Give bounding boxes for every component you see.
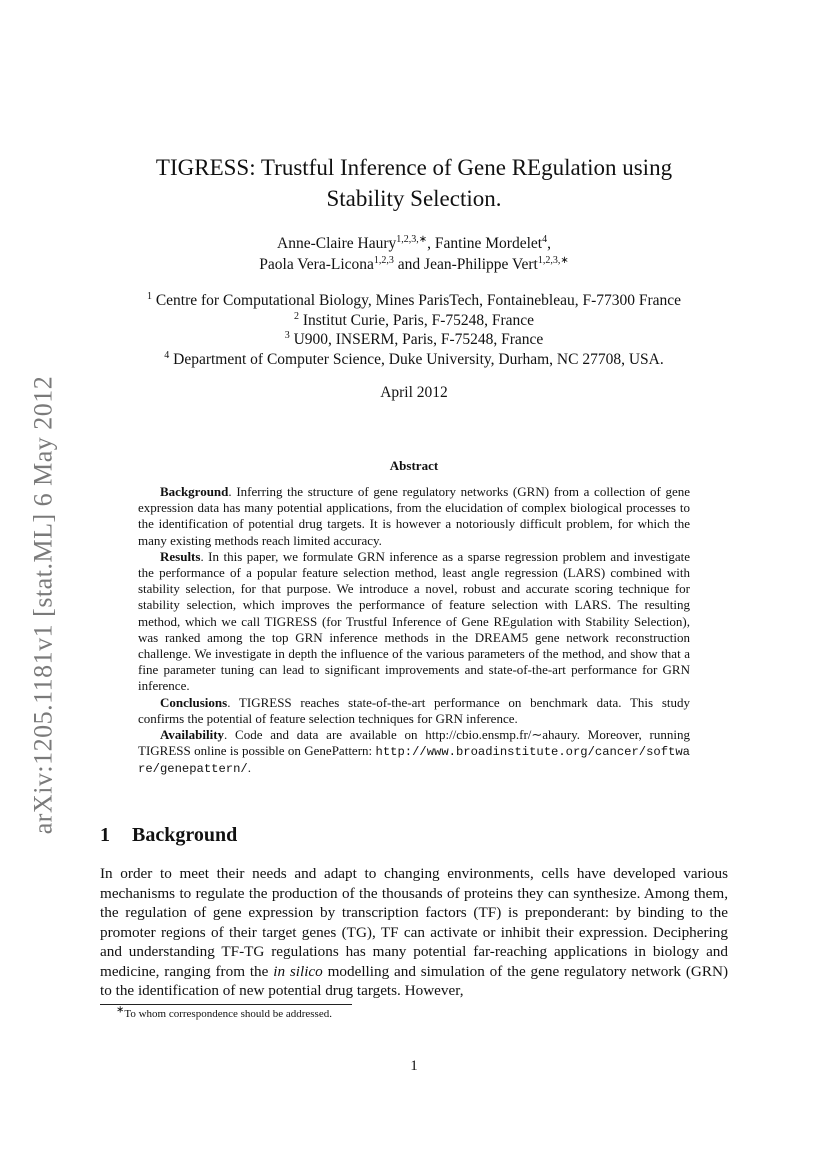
affiliation-text: Institut Curie, Paris, F-75248, France	[302, 311, 535, 329]
author-name: Jean-Philippe Vert	[424, 256, 538, 273]
author-sup: 1,2,3,∗	[396, 233, 428, 245]
affiliation-text: Department of Computer Science, Duke University, Durham, NC 27708, USA.	[173, 350, 664, 368]
affiliation	[100, 350, 728, 370]
footnote-mark: ∗	[116, 1004, 125, 1016]
affiliation	[100, 291, 728, 311]
author-list	[100, 233, 728, 275]
abstract-results	[138, 549, 690, 695]
affiliations	[100, 291, 728, 369]
affiliation	[100, 311, 728, 331]
affiliation-sup: 4	[164, 349, 170, 361]
affiliation-sup: 3	[284, 329, 290, 341]
paragraph-italic: in silico	[273, 962, 323, 980]
abstract-availability	[138, 727, 690, 778]
title-line-1: TIGRESS: Trustful Inference of Gene REgulation using	[155, 155, 673, 180]
abstract-text: . Inferring the structure of gene regulatory networks (GRN) from a collection of gene expression data has many potential applications, from the elucidation of complex biological processes to the identification of potential drug targets. It is however a notoriously difficult problem, for which the many existing methods reach limited accuracy.	[138, 484, 690, 548]
body-text	[100, 864, 728, 1001]
abstract-conclusions	[138, 695, 690, 727]
arxiv-sidebar	[18, 360, 68, 850]
section-heading	[100, 824, 728, 847]
section-number: 1	[100, 824, 110, 846]
author-name: Fantine Mordelet	[434, 235, 543, 252]
affiliation-text: Centre for Computational Biology, Mines ParisTech, Fontainebleau, F-77300 France	[155, 292, 682, 309]
author-sep: ,	[427, 235, 435, 252]
paragraph-text: In order to meet their needs and adapt to changing environments, cells have developed various mechanisms to regulate the production of the thousands of proteins they can synthesize. Among them, the regulation of gene expression by transcription factors (TF) is preponderant: by binding to the promoter regions of their target genes (TG), TF can activate or inhibit their expression. Deciphering and understanding TF-TG regulations has many potential far-reaching applications in biology and medicine, ranging from the	[100, 865, 728, 980]
footnote-rule	[100, 1004, 352, 1005]
affiliation	[100, 330, 728, 350]
abstract	[138, 484, 690, 778]
genepattern-link[interactable]: http://www.broadinstitute.org/cancer/software/genepattern/	[138, 745, 690, 777]
section-title: Background	[132, 824, 238, 846]
abstract-heading: Abstract	[389, 458, 439, 473]
abstract-text: . Code and data are available on http://cbio.ensmp.fr/∼ahaury. Moreover, running TIGRESS online is possible on GenePattern:	[138, 727, 690, 759]
abstract-text: .	[247, 760, 251, 776]
abstract-label: Availability	[160, 727, 225, 743]
abstract-background	[138, 484, 690, 549]
author-sep: and	[393, 256, 425, 273]
paragraph	[100, 864, 728, 1001]
title-line-2: Stability Selection.	[326, 186, 502, 211]
author-name: Paola Vera-Licona	[259, 256, 374, 273]
author-sup: 1,2,3	[373, 254, 394, 266]
paper-title	[100, 152, 728, 214]
paragraph-text: modelling and simulation of the gene regulatory network (GRN) to the identification of new potential drug targets. However,	[100, 962, 729, 999]
author-sup: 1,2,3,∗	[537, 254, 569, 266]
abstract-text: . TIGRESS reaches state-of-the-art performance on benchmark data. This study confirms the potential of feature selection techniques for GRN inference.	[138, 694, 690, 726]
abstract-label: Background	[160, 484, 229, 499]
publication-date: April 2012	[380, 384, 448, 401]
footnote	[100, 1004, 744, 1020]
abstract-label: Conclusions	[160, 694, 228, 710]
arxiv-id: arXiv:1205.1181v1 [stat.ML] 6 May 2012	[28, 375, 58, 835]
abstract-text: . In this paper, we formulate GRN inference as a sparse regression problem and investigate the performance of a popular feature selection method, least angle regression (LARS) combined with stability selection, for that purpose. We introduce a novel, robust and accurate scoring technique for stability selection, which improves the performance of feature selection with LARS. The resulting method, which we call TIGRESS (for Trustful Inference of Gene REgulation with Stability Selection), was ranked among the top GRN inference methods in the DREAM5 gene network reconstruction challenge. We investigate in depth the influence of the various parameters of the method, and show that a fine parameter tuning can lead to significant improvements and state-of-the-art performance for GRN inference.	[138, 548, 690, 694]
affiliation-sup: 1	[146, 290, 152, 302]
author-sep: ,	[547, 235, 551, 252]
affiliation-sup: 2	[293, 310, 299, 322]
footnote-text: To whom correspondence should be addressed.	[124, 1008, 332, 1020]
author-sup: 4	[542, 233, 548, 245]
page-number: 1	[410, 1058, 418, 1074]
author-name: Anne-Claire Haury	[277, 235, 397, 252]
affiliation-text: U900, INSERM, Paris, F-75248, France	[293, 331, 544, 348]
abstract-label: Results	[160, 548, 201, 564]
